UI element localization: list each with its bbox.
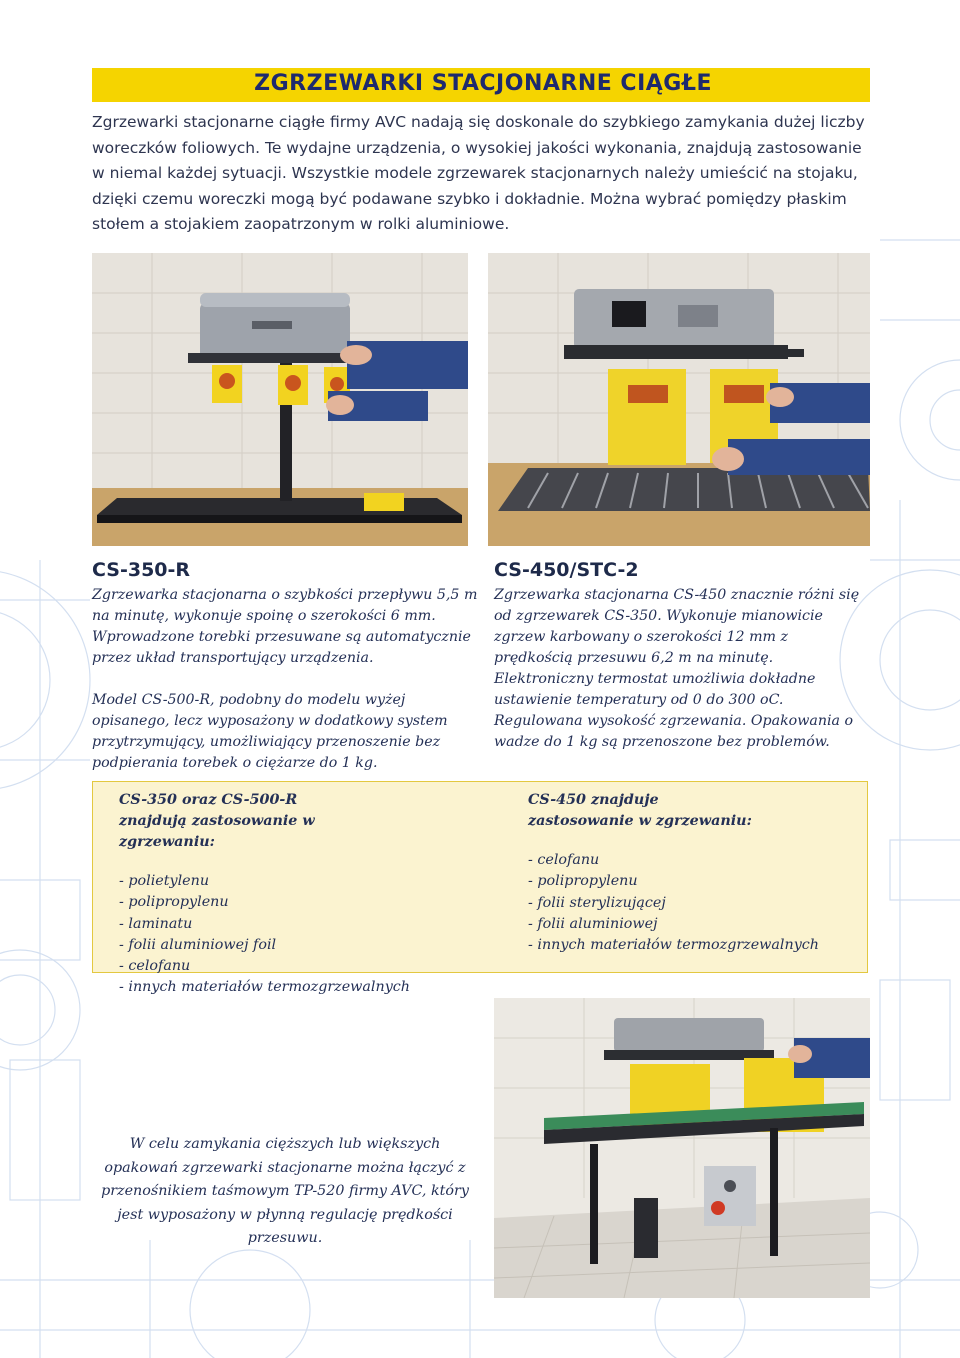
list-item: - folii aluminiowej bbox=[528, 914, 819, 935]
product-desc-cs450-p1: Zgrzewarka stacjonarna CS-450 znacznie różni się od zgrzewarek CS-350. Wykonuje mianowicie zgrzew karbowany o szerokości 12 mm z prędkością przesuwu 6,2 m na minutę. Elektroniczny termostat umożliwia dokładne ustawienie temperatury od 0 do 300 oC. Regulowana wysokość zgrzewania. Opakowania o wadze do 1 kg są przenoszone bez problemów. bbox=[494, 587, 860, 750]
materials-col-cs350 bbox=[119, 790, 410, 999]
list-item: - innych materiałów termozgrzewalnych bbox=[119, 977, 410, 998]
materials-list-cs350 bbox=[119, 871, 410, 999]
product-title-cs350: CS-350-R bbox=[92, 559, 191, 581]
list-item: - celofanu bbox=[119, 956, 410, 977]
photo-cs350 bbox=[92, 253, 468, 546]
materials-list-cs450 bbox=[528, 850, 819, 956]
list-item: - polipropylenu bbox=[528, 871, 819, 892]
materials-heading-cs350: CS-350 oraz CS-500-R znajdują zastosowanie w zgrzewaniu: bbox=[119, 792, 315, 850]
list-item: - polietylenu bbox=[119, 871, 410, 892]
product-desc-cs500-p2: Model CS-500-R, podobny do modelu wyżej opisanego, lecz wyposażony w dodatkowy system przytrzymujący, umożliwiający przenoszenie bez podpierania torebek o ciężarze do 1 kg. bbox=[92, 692, 448, 771]
materials-heading-cs450: CS-450 znajduje zastosowanie w zgrzewaniu: bbox=[528, 792, 752, 829]
photo-cs450 bbox=[488, 253, 870, 546]
materials-box bbox=[92, 781, 868, 996]
product-desc-cs450 bbox=[494, 585, 870, 753]
list-item: - celofanu bbox=[528, 850, 819, 871]
title-bar bbox=[92, 68, 870, 102]
list-item: - polipropylenu bbox=[119, 892, 410, 913]
list-item: - laminatu bbox=[119, 914, 410, 935]
intro-paragraph: Zgrzewarki stacjonarne ciągłe firmy AVC nadają się doskonale do szybkiego zamykania dużej liczby woreczków foliowych. Te wydajne urządzenia, o wysokiej jakości wykonania, znajdują zastosowanie w niemal każdej sytuacji. Wszystkie modele zgrzewarek stacjonarnych należy umieścić na stojaku, dzięki czemu woreczki mogą być podawane szybko i dokładnie. Można wybrać pomiędzy płaskim stołem a stojakiem zaopatrzonym w rolki aluminiowe. bbox=[92, 113, 865, 233]
page-title: ZGRZEWARKI STACJONARNE CIĄGŁE bbox=[254, 71, 712, 96]
product-title-cs450: CS-450/STC-2 bbox=[494, 559, 639, 581]
list-item: - folii sterylizującej bbox=[528, 893, 819, 914]
product-desc-cs350 bbox=[92, 585, 482, 774]
conveyor-caption: W celu zamykania cięższych lub większych opakowań zgrzewarki stacjonarne można łączyć z przenośnikiem taśmowym TP-520 firmy AVC, który jest wyposażony w płynną regulację prędkości przesuwu. bbox=[101, 1136, 469, 1246]
list-item: - innych materiałów termozgrzewalnych bbox=[528, 935, 819, 956]
product-desc-cs350-p1: Zgrzewarka stacjonarna o szybkości przepływu 5,5 m na minutę, wykonuje spoinę o szerokości 6 mm. Wprowadzone torebki przesuwane są automatycznie przez układ transportujący urządzenia. bbox=[92, 587, 478, 666]
materials-col-cs450 bbox=[528, 790, 819, 956]
list-item: - folii aluminiowej foil bbox=[119, 935, 410, 956]
photo-conveyor-tp520 bbox=[494, 998, 870, 1298]
